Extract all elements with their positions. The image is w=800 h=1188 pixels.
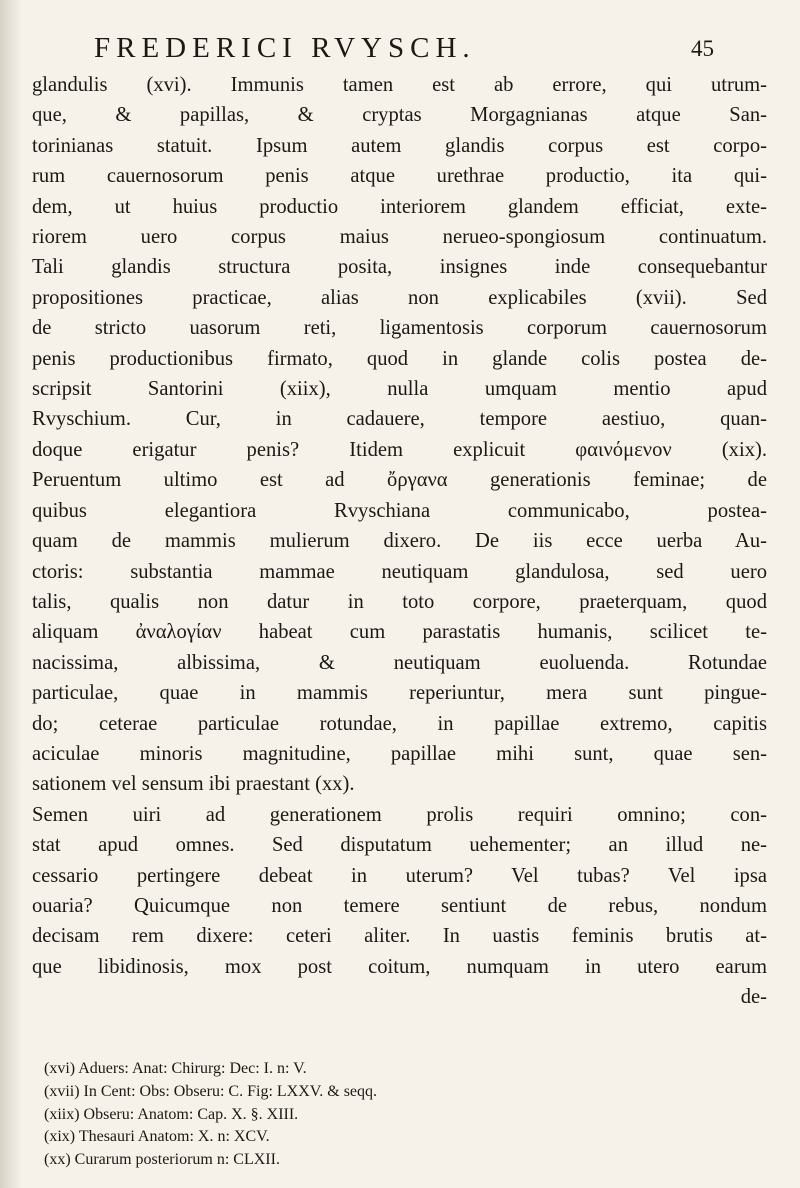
text-line: que libidinosis, mox post coitum, numquam in utero earum <box>32 955 767 978</box>
text-line: glandulis (xvi). Immunis tamen est ab errore, qui utrum- <box>32 74 767 96</box>
footnote: (xiix) Obseru: Anatom: Cap. X. §. XIII. <box>44 1105 299 1123</box>
page-number: 45 <box>691 36 714 61</box>
text-line: que, & papillas, & cryptas Morgagnianas atque San- <box>32 104 767 127</box>
text-line: decisam rem dixere: ceteri aliter. In uastis feminis brutis at- <box>32 925 767 948</box>
text-line: nacissima, albissima, & neutiquam euoluenda. Rotundae <box>32 651 767 674</box>
text-line: doque erigatur penis? Itidem explicuit φαινόμενον (xix). <box>32 438 767 461</box>
footnote: (xvi) Aduers: Anat: Chirurg: Dec: I. n: V. <box>44 1060 307 1077</box>
text-line: aliquam ἀναλογίαν habeat cum parastatis humanis, scilicet te- <box>32 621 767 644</box>
text-line: aciculae minoris magnitudine, papillae mihi sunt, quae sen- <box>32 742 767 765</box>
text-line: stat apud omnes. Sed disputatum uehementer; an illud ne- <box>32 834 767 857</box>
text-line: talis, qualis non datur in toto corpore, praeterquam, quod <box>32 590 767 613</box>
text-line: ctoris: substantia mammae neutiquam glandulosa, sed uero <box>32 560 767 583</box>
text-line: cessario pertingere debeat in uterum? Vel tubas? Vel ipsa <box>32 864 767 887</box>
text-line: do; ceterae particulae rotundae, in papillae extremo, capitis <box>32 712 767 735</box>
text-line: particulae, quae in mammis reperiuntur, mera sunt pingue- <box>32 682 767 705</box>
text-line: de stricto uasorum reti, ligamentosis corporum cauernosorum <box>32 317 767 340</box>
page-gutter-shadow <box>0 0 22 1188</box>
text-line: penis productionibus firmato, quod in glande colis postea de- <box>32 347 767 370</box>
text-line: riorem uero corpus maius nerueo-spongiosum continuatum. <box>32 226 767 249</box>
text-line: quam de mammis mulierum dixero. De iis ecce uerba Au- <box>32 530 767 553</box>
text-line: dem, ut huius productio interiorem glandem efficiat, exte- <box>32 195 767 218</box>
text-line: Peruentum ultimo est ad ὄργανα generationis feminae; de <box>32 469 767 492</box>
text-line: Rvyschium. Cur, in cadauere, tempore aestiuo, quan- <box>32 408 767 431</box>
text-line: sationem vel sensum ibi praestant (xx). <box>32 773 355 796</box>
footnote: (xx) Curarum posteriorum n: CLXII. <box>44 1151 280 1169</box>
text-line: Semen uiri ad generationem prolis requiri omnino; con- <box>32 803 767 826</box>
text-line: Tali glandis structura posita, insignes inde consequebantur <box>32 256 767 279</box>
text-line: quibus elegantiora Rvyschiana communicabo, postea- <box>32 499 767 522</box>
footnote: (xvii) In Cent: Obs: Obseru: C. Fig: LXXV. & seqq. <box>44 1082 378 1100</box>
text-line: scripsit Santorini (xiix), nulla umquam mentio apud <box>32 378 767 401</box>
running-title: FREDERICI RVYSCH. <box>94 32 476 64</box>
main-text <box>32 70 767 1013</box>
catchword: de- <box>740 986 767 1009</box>
text-line: torinianas statuit. Ipsum autem glandis corpus est corpo- <box>32 134 767 157</box>
text-line: propositiones practicae, alias non explicabiles (xvii). Sed <box>32 286 767 309</box>
text-line: rum cauernosorum penis atque urethrae productio, ita qui- <box>32 165 767 188</box>
running-header <box>80 28 720 68</box>
footnote: (xix) Thesauri Anatom: X. n: XCV. <box>44 1128 270 1146</box>
footnotes <box>44 1058 604 1172</box>
text-line: ouaria? Quicumque non temere sentiunt de rebus, nondum <box>32 894 767 917</box>
